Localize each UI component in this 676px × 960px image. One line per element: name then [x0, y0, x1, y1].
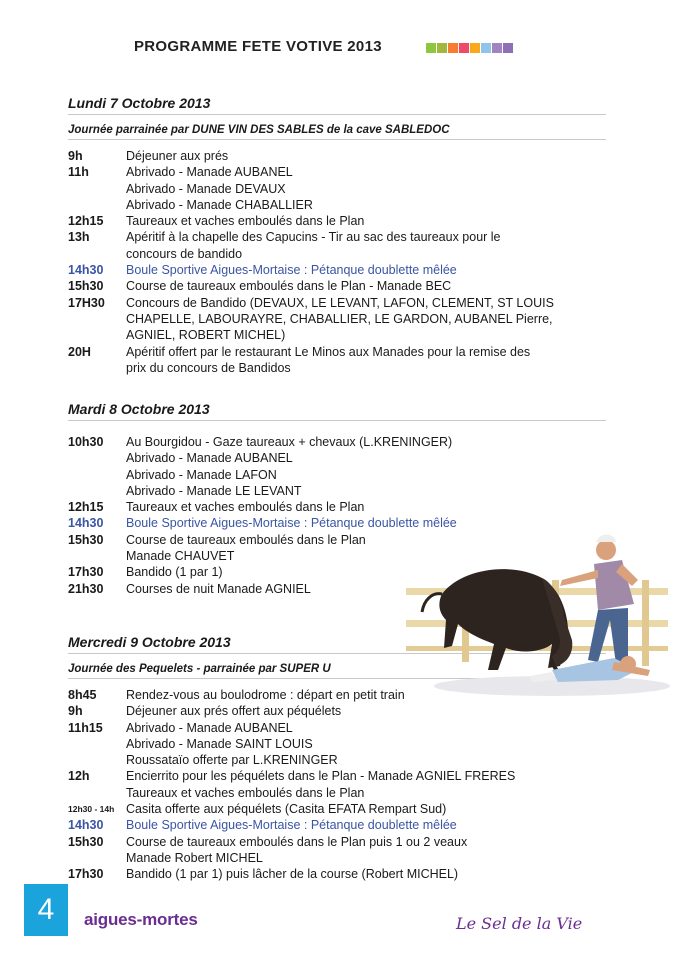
- event-description: Apéritif à la chapelle des Capucins - Tir au sac des taureaux pour le concours de bandido: [126, 230, 501, 261]
- schedule-row: [68, 344, 608, 377]
- page-number-box: [24, 884, 68, 936]
- color-swatch: [459, 43, 469, 53]
- schedule-row: [68, 434, 608, 499]
- event-description: Boule Sportive Aigues-Mortaise : Pétanque doublette mêlée: [126, 263, 457, 278]
- event-time: 12h15: [68, 214, 104, 229]
- event-description: Casita offerte aux péquélets (Casita EFATA Rempart Sud): [126, 802, 447, 817]
- schedule-row: [68, 148, 608, 164]
- color-swatch: [426, 43, 436, 53]
- color-swatch: [448, 43, 458, 53]
- event-time: 15h30: [68, 532, 104, 547]
- event-time: 9h: [68, 704, 83, 719]
- schedule-lundi: [68, 148, 608, 376]
- event-description: Bandido (1 par 1): [126, 565, 223, 580]
- color-swatch: [470, 43, 480, 53]
- event-time: 11h15: [68, 720, 103, 735]
- color-swatch: [503, 43, 513, 53]
- sponsor-line-lundi: Journée parrainée par DUNE VIN DES SABLES de la cave SABLEDOC: [68, 124, 606, 140]
- event-time: 14h30: [68, 818, 104, 833]
- event-description: Abrivado - Manade AUBANEL Abrivado - Manade SAINT LOUIS Roussataïo offerte par L.KRENINGER: [126, 720, 338, 768]
- event-description: Abrivado - Manade AUBANEL Abrivado - Manade DEVAUX Abrivado - Manade CHABALLIER: [126, 165, 313, 212]
- event-description: Boule Sportive Aigues-Mortaise : Pétanque doublette mêlée: [126, 818, 457, 833]
- event-time: 15h30: [68, 834, 104, 849]
- event-description: Taureaux et vaches emboulés dans le Plan: [126, 500, 365, 515]
- schedule-row: [68, 801, 608, 817]
- slogan-text: Le Sel de la Vie: [456, 914, 583, 933]
- bull-illustration: [402, 520, 670, 706]
- day-heading-mercredi: Mercredi 9 Octobre 2013: [68, 634, 606, 654]
- event-description: Apéritif offert par le restaurant Le Minos aux Manades pour la remise des prix du concours de Bandidos: [126, 344, 531, 375]
- schedule-row: [68, 164, 608, 213]
- event-time: 17h30: [68, 565, 104, 580]
- schedule-row: [68, 768, 608, 801]
- event-description: Concours de Bandido (DEVAUX, LE LEVANT, LAFON, CLEMENT, ST LOUIS CHAPELLE, LABOURAYRE, CHABALLIER, LE GARDON, AUBANEL Pierre, AGNIEL, ROBERT MICHEL): [126, 295, 554, 343]
- title-color-bar: [426, 43, 513, 53]
- event-time: 11h: [68, 165, 89, 180]
- event-time: 15h30: [68, 279, 104, 294]
- event-time: 12h30 - 14h: [68, 804, 115, 815]
- event-time: 12h: [68, 769, 90, 784]
- event-time: 17H30: [68, 295, 105, 310]
- event-time: 14h30: [68, 263, 104, 278]
- event-description: Course de taureaux emboulés dans le Plan Manade CHAUVET: [126, 532, 366, 564]
- event-description: Boule Sportive Aigues-Mortaise : Pétanque doublette mêlée: [126, 516, 457, 531]
- event-description: Encierrito pour les péquélets dans le Plan - Manade AGNIEL FRERES Taureaux et vaches emboulés dans le Plan: [126, 769, 516, 800]
- event-description: Rendez-vous au boulodrome : départ en petit train: [126, 688, 405, 702]
- page-number: 4: [37, 893, 55, 926]
- event-description: Bandido (1 par 1) puis lâcher de la course (Robert MICHEL): [126, 867, 459, 882]
- event-time: 21h30: [68, 581, 104, 596]
- event-description: Au Bourgidou - Gaze taureaux + chevaux (L.KRENINGER) Abrivado - Manade AUBANEL Abrivado - Manade LAFON Abrivado - Manade LE LEVANT: [126, 435, 453, 498]
- event-description: Déjeuner aux prés: [126, 149, 229, 163]
- schedule-mercredi: [68, 687, 608, 883]
- schedule-row: [68, 262, 608, 278]
- event-description: Course de taureaux emboulés dans le Plan - Manade BEC: [126, 279, 452, 294]
- schedule-row: [68, 817, 608, 833]
- town-logo: aigues-mortes: [84, 910, 198, 929]
- sponsor-line-mercredi: Journée des Pequelets - parrainée par SUPER U: [68, 663, 606, 679]
- event-time: 10h30: [68, 435, 104, 449]
- schedule-row: [68, 499, 608, 515]
- day-heading-lundi: Lundi 7 Octobre 2013: [68, 95, 606, 115]
- day-heading-mardi: Mardi 8 Octobre 2013: [68, 401, 606, 421]
- schedule-row: [68, 295, 608, 344]
- event-description: Course de taureaux emboulés dans le Plan puis 1 ou 2 veaux Manade Robert MICHEL: [126, 834, 468, 865]
- event-description: Taureaux et vaches emboulés dans le Plan: [126, 214, 365, 229]
- schedule-row: [68, 213, 608, 229]
- event-time: 12h15: [68, 500, 104, 515]
- schedule-row: [68, 834, 608, 867]
- event-time: 14h30: [68, 516, 104, 531]
- schedule-row: [68, 720, 608, 769]
- color-swatch: [437, 43, 447, 53]
- event-time: 13h: [68, 230, 90, 245]
- color-swatch: [492, 43, 502, 53]
- schedule-row: [68, 278, 608, 294]
- event-time: 8h45: [68, 688, 97, 702]
- color-swatch: [481, 43, 491, 53]
- event-time: 17h30: [68, 867, 104, 882]
- page-title: PROGRAMME FETE VOTIVE 2013: [134, 38, 382, 55]
- event-time: 9h: [68, 149, 83, 163]
- event-description: Déjeuner aux prés offert aux péquélets: [126, 704, 342, 719]
- event-time: 20H: [68, 344, 91, 359]
- schedule-row: [68, 229, 608, 262]
- event-description: Courses de nuit Manade AGNIEL: [126, 581, 311, 596]
- schedule-row: [68, 866, 608, 882]
